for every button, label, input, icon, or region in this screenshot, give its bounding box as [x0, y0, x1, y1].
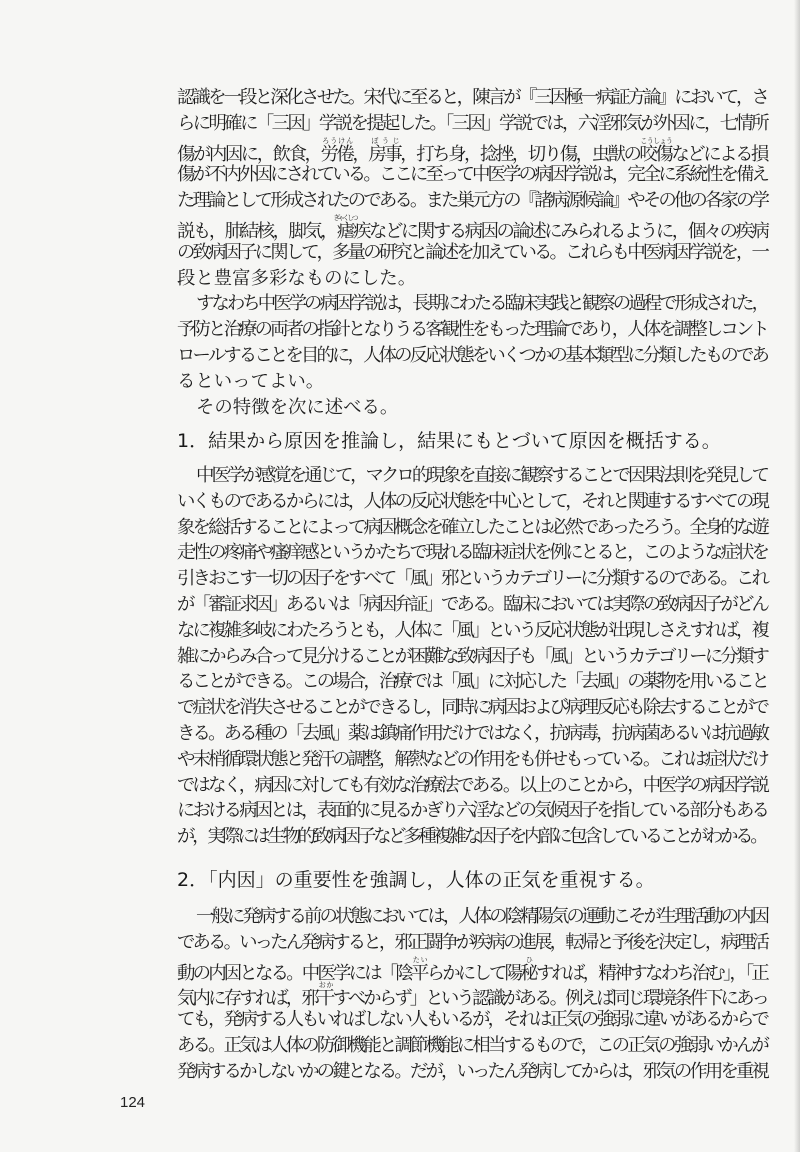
text-line: 段と豊富多彩なものにした。	[177, 267, 417, 289]
ruby-annotation: 秘ひ	[520, 955, 536, 984]
text-line: である。いったん発病すると，邪正闘争が疾病の進展，転帰と予後を決定し，病理活	[177, 931, 767, 953]
page-number: 124	[120, 1094, 146, 1111]
text-line: 傷が内因に，飲食，労倦ろうけん，房事ぼうじ，打ち身，捻挫，切り傷，虫獣の咬傷こうしょうなどによる損	[177, 136, 767, 165]
text-line: 認識を一段と深化させた。宋代に至ると，陳言が『三因極一病証方論』において，さ	[177, 87, 767, 108]
text-line: 一般に発病する前の状態においては，人体の陰精陽気の運動こそが生理活動の内因	[196, 906, 767, 927]
text-line: ても，発病する人もいればしない人もいるが，それは正気の強弱に違いがあるからで	[177, 1009, 767, 1031]
text-line: すなわち中医学の病因学説は，長期にわたる臨床実践と観察の過程で形成された，	[196, 293, 767, 315]
section-1-heading: 1．結果から原因を推論し，結果にもとづいて原因を概括する。	[177, 430, 721, 452]
text-line: きる。ある種の「去風」薬は鎮痛作用だけではなく，抗病毒，抗病菌あるいは抗過敏	[177, 722, 767, 744]
section-2-heading: 2．「内因」の重要性を強調し，人体の正気を重視する。	[177, 869, 655, 891]
text-line: 象を総括することによって病因概念を確立したことは必然であったろう。全身的な遊	[177, 516, 767, 538]
text-line: 説も，肺結核，脚気，瘧ぎゃくしつ疾などに関する病因の論述にみられるように，個々の疾病	[177, 213, 768, 242]
text-line: いくものであるからには，人体の反応状態を中心として，それと関連するすべての現	[177, 490, 767, 512]
section-2-body	[177, 904, 767, 1085]
section-1-body	[177, 463, 767, 850]
page-edge-shadow	[794, 0, 800, 1152]
text-line: が，実際には生物的致病因子など多種複雑な因子を内部に包含していることがわかる。	[177, 826, 766, 848]
text-line: その特徴を次に述べる。	[196, 396, 399, 418]
text-line: 発病するかしないかの鍵となる。だが，いったん発病してからは，邪気の作用を重視	[177, 1060, 767, 1082]
text-line: るといってよい。	[177, 370, 325, 392]
text-line: ることができる。この場合，治療では「風」に対応した「去風」の薬物を用いること	[177, 671, 767, 693]
text-line: 予防と治療の両者の指針となりうる客観性をもった理論であり，人体を調整しコント	[177, 319, 767, 341]
text-line: が「審証求因」あるいは「病因弁証」である。臨床においては実際の致病因子がどん	[177, 593, 767, 615]
text-line: 中医学が感覚を通じて，マクロ的現象を直接に観察することで因果法則を発見して	[196, 465, 767, 486]
text-line: なに複雑多岐にわたろうとも，人体に「風」という反応状態が出現しさえすれば，複	[177, 619, 767, 641]
text-line: における病因とは，表面的に見るかぎり六淫などの気候因子を指している部分もある	[177, 800, 767, 822]
text-line: 気内に存すれば，邪干おかすべからず」という認識がある。例えば同じ環境条件下にあっ	[177, 981, 768, 1010]
text-line: で症状を消失させることができるし，同時に病因および病理反応も除去することがで	[177, 697, 767, 719]
text-line: ではなく，病因に対しても有効な治療法である。以上のことから，中医学の病因学説	[177, 774, 767, 796]
text-line: の致病因子に関して，多量の研究と論述を加えている。これらも中医病因学説を，一	[177, 241, 767, 263]
ruby-annotation: 平たい	[411, 955, 427, 984]
ruby-annotation: 咬傷こうしょう	[639, 136, 672, 165]
text-line: 動の内因となる。中医学には「陰平たいらかにして陽秘ひすれば，精神すなわち治む」，「正	[177, 955, 767, 984]
text-line: ある。正気は人体の防御機能と調節機能に相当するもので，この正気の強弱いかんが	[177, 1034, 767, 1056]
ruby-annotation: 瘧ぎゃくしつ	[333, 213, 357, 242]
text-line: や末梢循環状態と発汗の調整，解熱などの作用をも併せもっている。これは症状だけ	[177, 748, 767, 770]
ruby-annotation: 労倦ろうけん	[320, 136, 353, 165]
ruby-annotation: 房事ぼうじ	[368, 136, 401, 165]
text-line: らに明確に「三因」学説を提起した。「三因」学説では，六淫邪気が外因に，七情所	[177, 112, 767, 134]
text-line: た理論として形成されたのである。また巣元方の『諸病源候論』やその他の各家の学	[177, 190, 767, 212]
ruby-annotation: 干おか	[316, 981, 333, 1010]
text-line: 走性の疼痛や瘙痒感というかたちで現れる臨床症状を例にとると，このような症状を	[177, 542, 767, 564]
text-line: ロールすることを目的に，人体の反応状態をいくつかの基本類型に分類したものであ	[177, 344, 767, 366]
text-line: 引きおこす一切の因子をすべて「風」邪というカテゴリーに分類するのである。これ	[177, 568, 767, 590]
text-line: 傷が不内外因にされている。ここに至って中医学の病因学説は，完全に系統性を備え	[177, 164, 767, 186]
intro-text	[177, 85, 767, 420]
text-line: 雑にからみ合って見分けることが困難な致病因子も「風」というカテゴリーに分類す	[177, 645, 767, 667]
